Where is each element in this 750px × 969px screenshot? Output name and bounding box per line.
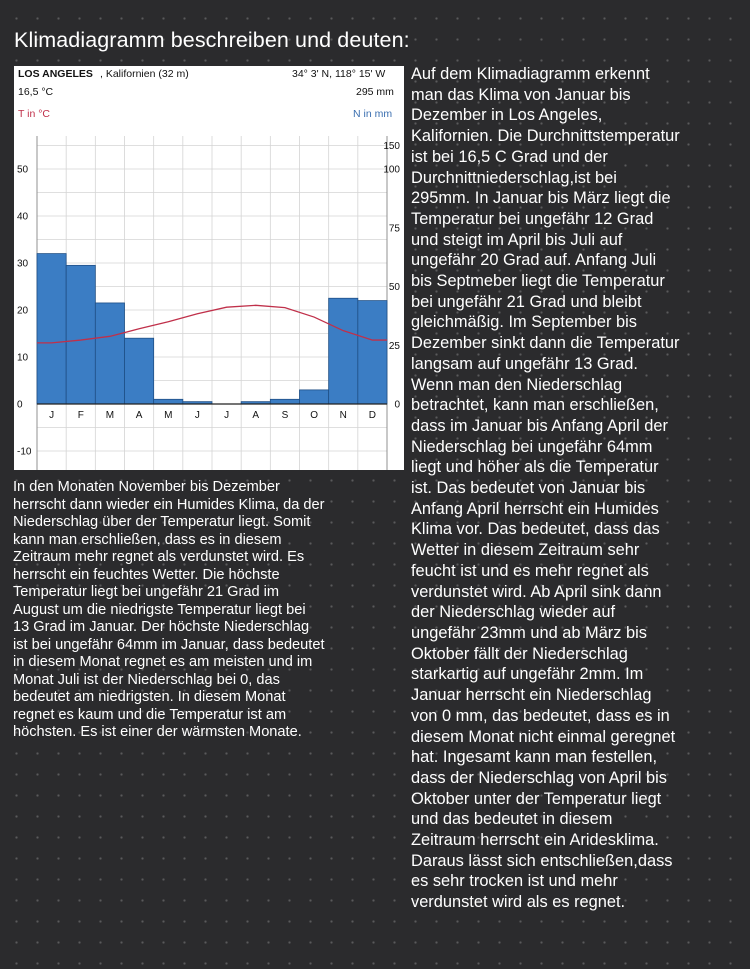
precipitation-tick-label: 75 bbox=[388, 223, 400, 235]
month-label: D bbox=[368, 410, 377, 421]
precipitation-bar bbox=[66, 265, 95, 404]
month-label: J bbox=[194, 410, 200, 421]
month-label: M bbox=[164, 410, 173, 421]
chart-annual-precipitation: 295 mm bbox=[356, 86, 394, 98]
temperature-tick-label: 0 bbox=[17, 399, 23, 411]
month-label: O bbox=[310, 410, 318, 421]
precipitation-tick-label: 50 bbox=[388, 282, 400, 293]
precipitation-tick-label: 150 bbox=[383, 141, 400, 152]
temperature-tick-label: 10 bbox=[17, 352, 29, 364]
temperature-tick-label: 50 bbox=[17, 164, 29, 176]
precipitation-bar bbox=[154, 399, 183, 404]
month-label: A bbox=[135, 410, 143, 421]
temperature-tick-label: 20 bbox=[17, 305, 29, 317]
climate-chart bbox=[14, 66, 404, 470]
precipitation-bar bbox=[125, 338, 154, 404]
temperature-tick-label: 30 bbox=[17, 258, 29, 270]
precipitation-bar bbox=[270, 399, 299, 404]
precipitation-bar bbox=[300, 390, 329, 404]
description-text-right: Auf dem Klimadiagramm erkennt man das Klima von Januar bis Dezember in Los Angeles, Kalifornien. Die Durchnittstemperatur ist bei 16,5 C Grad und der Durchnittniederschlag,ist bei 295mm. In Januar bis März liegt die Temperatur bei ungefähr 12 Grad und steigt im April bis Juli auf ungefähr 20 Grad auf. Anfang Juli bis Septmeber liegt die Temperatur bei ungefähr 21 Grad und bleibt gleichmäßig. Im September bis Dezember sinkt dann die Temperatur langsam auf ungefähr 13 Grad. Wenn man den Niederschlag betrachtet, kann man erschließen, dass im Januar bis Anfang April der Niederschlag bei ungefähr 64mm liegt und höher als die Temperatur ist. Das bedeutet von Januar bis Anfang April herrscht ein Humides Klima vor. Das bedeutet, dass das Wetter in diesem Zeitraum sehr feucht ist und es mehr regnet als verdunstet wird. Ab April sink dann der Niederschlag wieder auf ungefähr 23mm und ab März bis Oktober fällt der Niederschlag starkartig auf ungefähr 2mm. Im Januar herrscht ein Niederschlag von 0 mm, das bedeutet, dass es in diesem Monat nicht einmal geregnet hat. Ingesamt kann man festellen, dass der Niederschlag von April bis Oktober unter der Temperatur liegt und das bedeutet in diesem Zeitraum herrscht ein Aridesklima. Daraus lässt sich entschließen,dass es sehr trocken ist und mehr verdunstet wird als es regnet. bbox=[411, 65, 680, 912]
chart-station: LOS ANGELES bbox=[18, 68, 93, 80]
precipitation-bar bbox=[358, 301, 387, 404]
precipitation-bar bbox=[37, 254, 66, 404]
precipitation-bar bbox=[95, 303, 124, 404]
chart-left-axis-label: T in °C bbox=[18, 108, 51, 120]
month-label: M bbox=[105, 410, 115, 421]
climate-chart-svg bbox=[14, 66, 404, 470]
precipitation-tick-label: 25 bbox=[388, 340, 400, 352]
month-label: A bbox=[252, 410, 260, 421]
chart-right-axis-label: N in mm bbox=[353, 108, 393, 120]
description-text-left: In den Monaten November bis Dezember herrscht dann wieder ein Humides Klima, da der Niederschlag über der Temperatur liegt. Somit kann man erschließen, dass es in diesem Zeitraum mehr regnet als verdunstet wird. Es herrscht ein feuchtes Wetter. Die höchste Temperatur liegt bei ungefähr 21 Grad im August um die niedrigste Temperatur liegt bei 13 Grad im Januar. Der höchste Niederschlag ist bei ungefähr 64mm im Januar, dass bedeutet in diesem Monat regnet es am meisten und im Monat Juli ist der Niederschlag bei 0, das bedeutet am niedrigsten. In diesem Monat regnet es kaum und die Temperatur ist am höchsten. Es ist einer der wärmsten Monate. bbox=[13, 479, 325, 740]
month-label: F bbox=[77, 410, 84, 421]
month-label: J bbox=[224, 410, 230, 421]
chart-mean-temperature: 16,5 °C bbox=[18, 86, 54, 98]
chart-region: , Kalifornien (32 m) bbox=[100, 68, 189, 80]
temperature-tick-label: -10 bbox=[17, 446, 32, 458]
precipitation-bar bbox=[329, 298, 358, 404]
precipitation-tick-label: 100 bbox=[383, 164, 400, 176]
chart-coordinates: 34° 3' N, 118° 15' W bbox=[292, 68, 386, 80]
month-label: J bbox=[49, 410, 55, 421]
month-label: N bbox=[339, 410, 347, 421]
page-title: Klimadiagramm beschreiben und deuten: bbox=[14, 28, 410, 52]
precipitation-tick-label: 0 bbox=[394, 399, 400, 411]
month-label: S bbox=[281, 410, 289, 421]
temperature-tick-label: 40 bbox=[17, 211, 29, 223]
